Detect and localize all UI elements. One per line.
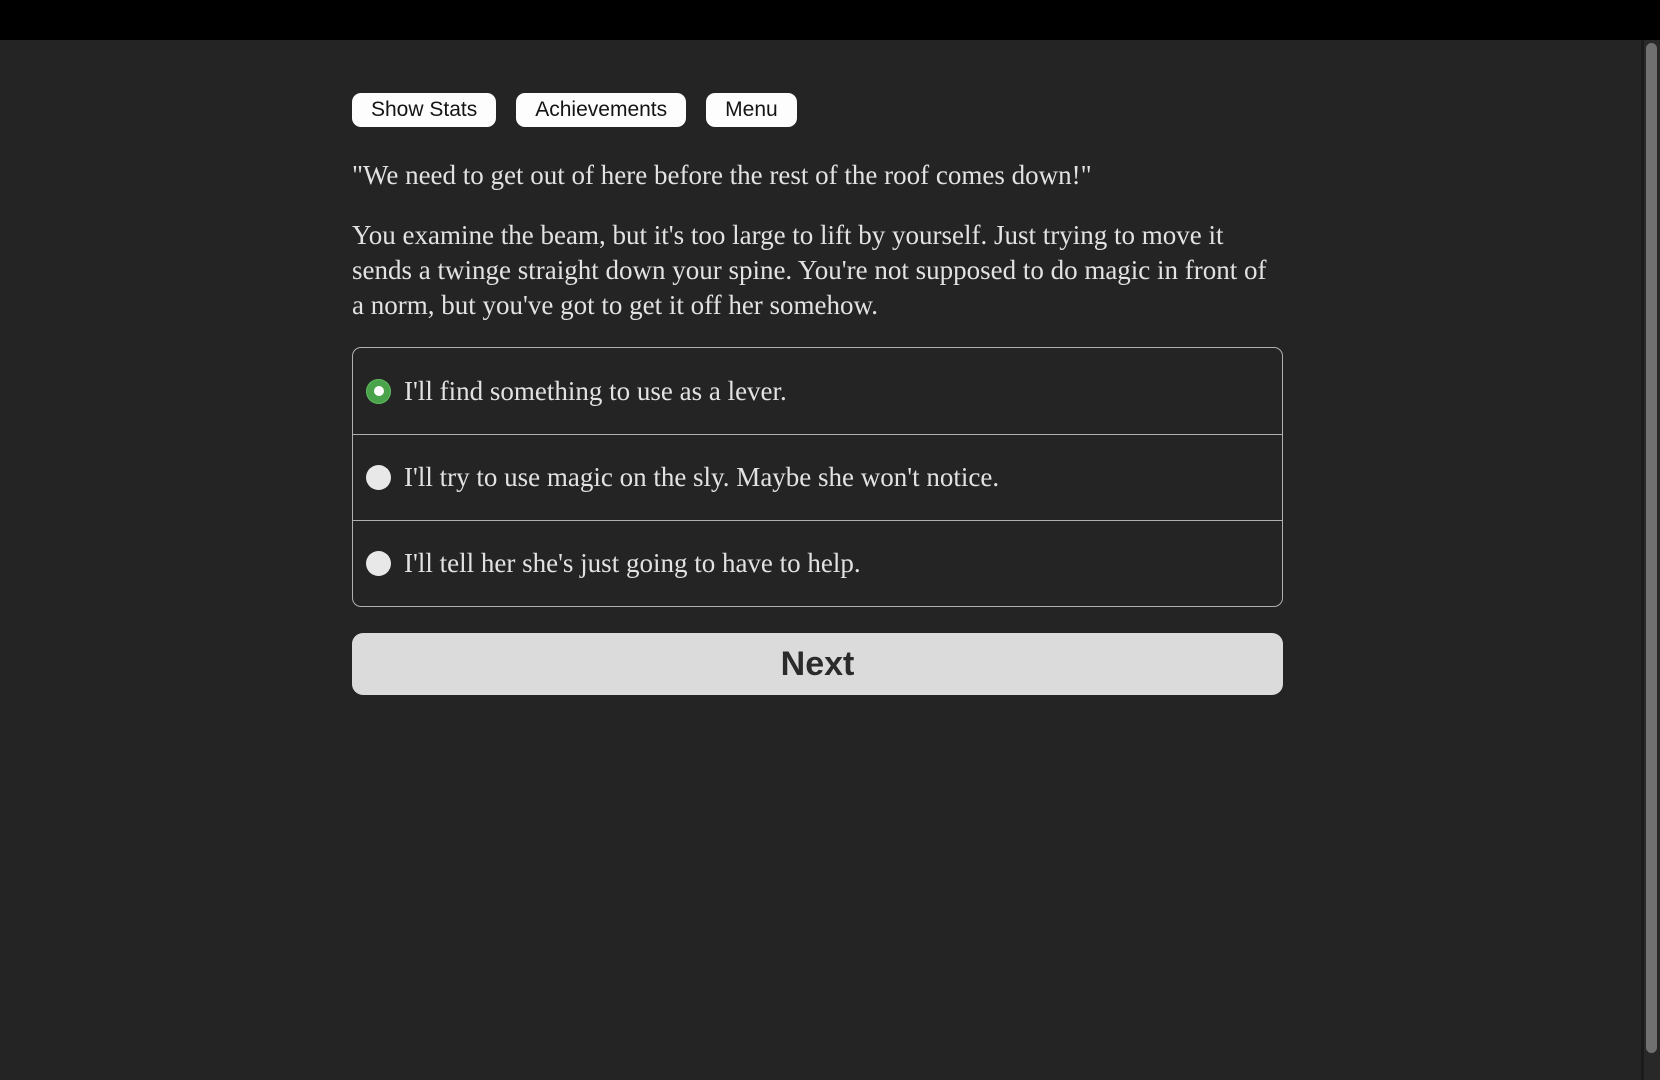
choice-option-1[interactable]	[353, 348, 1282, 434]
choice-option-3[interactable]	[353, 520, 1282, 606]
choice-list	[352, 347, 1283, 607]
story-paragraph: You examine the beam, but it's too large to lift by yourself. Just trying to move it sends a twinge straight down your spine. You're not supposed to do magic in front of a norm, but you've got to get it off her somehow.	[352, 220, 1267, 320]
radio-icon[interactable]	[366, 551, 391, 576]
achievements-button[interactable]: Achievements	[516, 93, 686, 127]
choice-option-2[interactable]	[353, 434, 1282, 520]
menu-button[interactable]: Menu	[706, 93, 797, 127]
radio-icon[interactable]	[366, 379, 391, 404]
scrollbar-thumb[interactable]	[1646, 43, 1657, 1053]
top-black-bar	[0, 0, 1660, 40]
story-text	[352, 158, 1283, 323]
toolbar	[352, 93, 1283, 127]
choice-label: I'll tell her she's just going to have to help.	[404, 548, 861, 578]
choice-label: I'll try to use magic on the sly. Maybe she won't notice.	[404, 462, 1000, 492]
scrollbar-track[interactable]	[1641, 40, 1660, 1080]
next-button[interactable]: Next	[352, 633, 1283, 695]
content-column	[352, 93, 1283, 695]
radio-icon[interactable]	[366, 465, 391, 490]
choice-label: I'll find something to use as a lever.	[404, 375, 787, 406]
show-stats-button[interactable]: Show Stats	[352, 93, 496, 127]
story-quote-paragraph: "We need to get out of here before the rest of the roof comes down!"	[352, 160, 1092, 190]
